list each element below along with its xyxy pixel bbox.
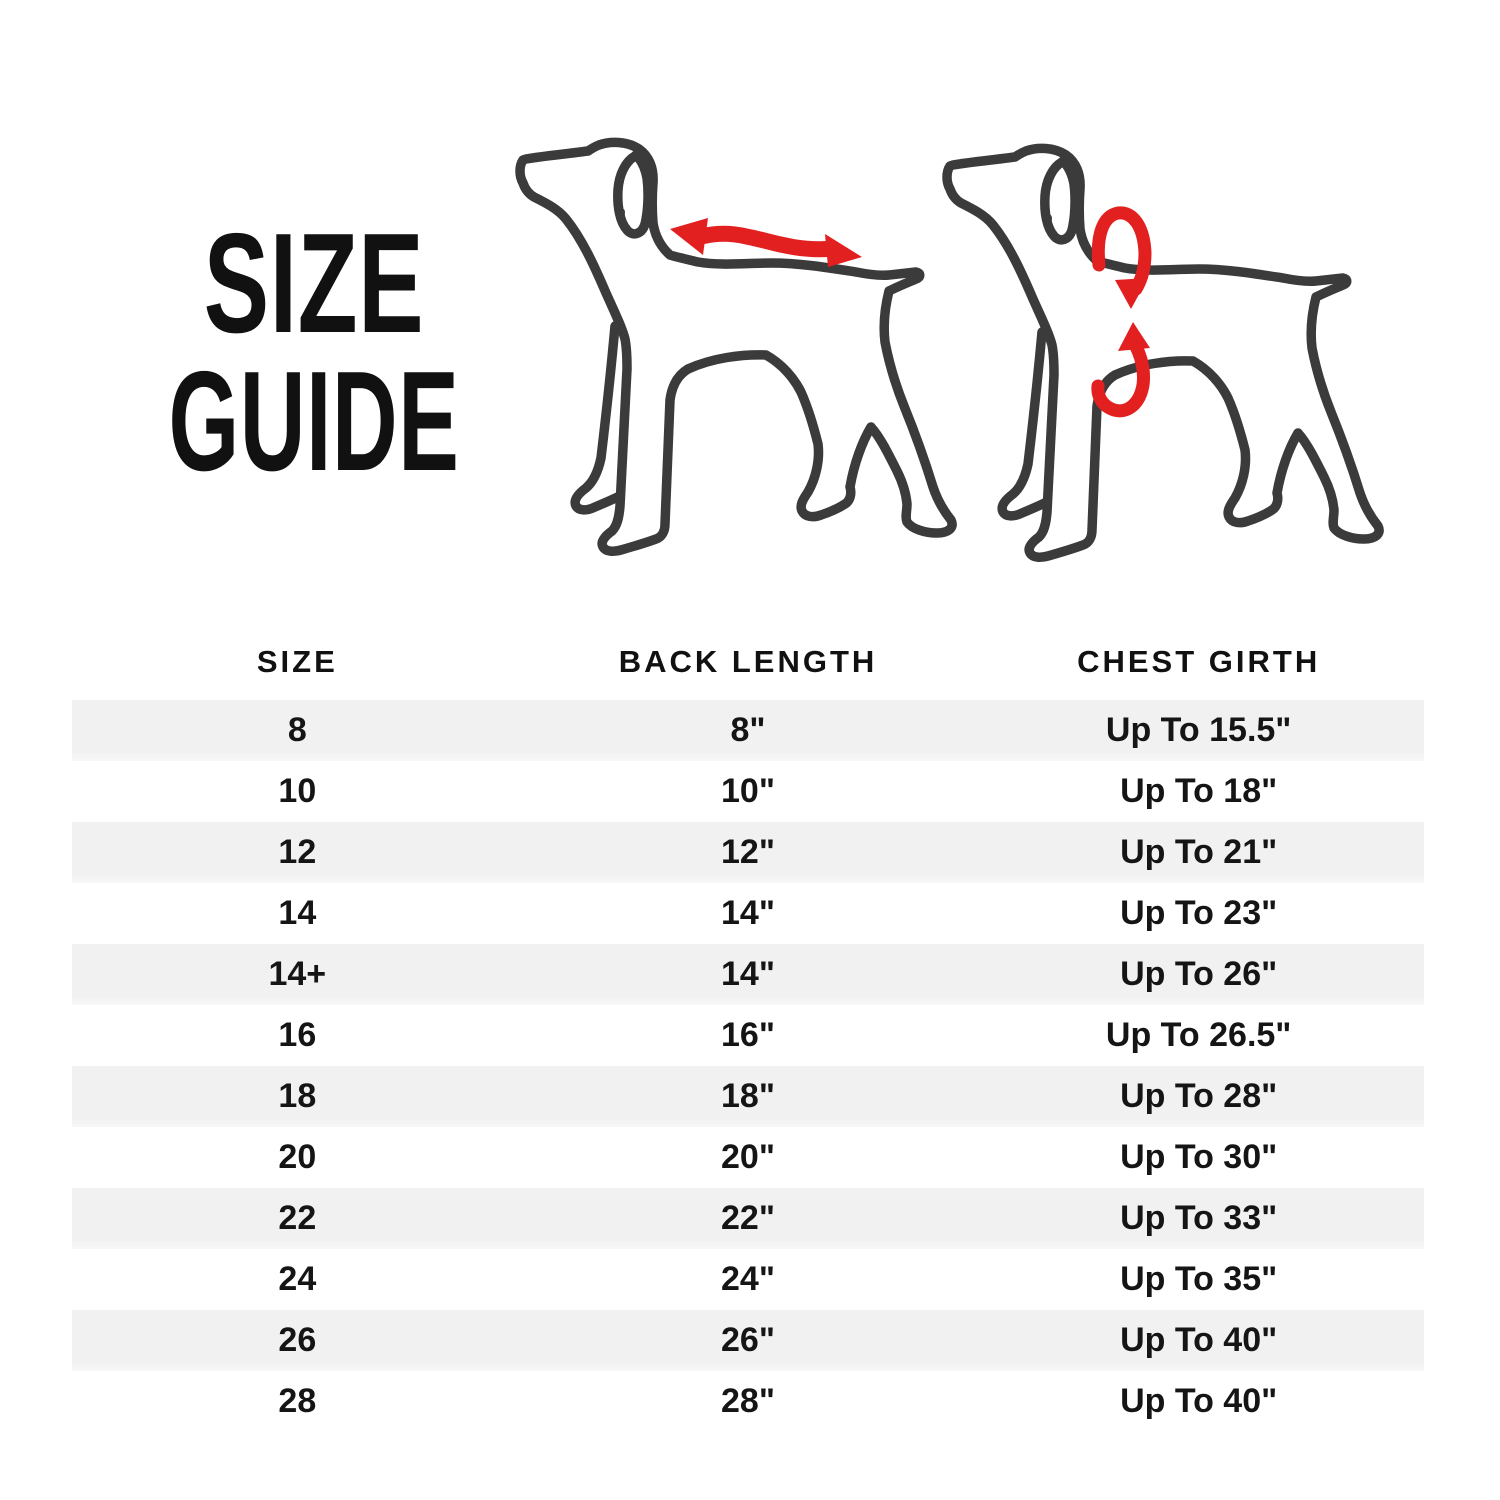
header-size: SIZE [256, 644, 338, 679]
back-length-cell: 28" [721, 1382, 775, 1420]
size-cell: 22 [278, 1199, 317, 1237]
size-table-header [72, 628, 1424, 700]
header-back-length: BACK LENGTH [618, 644, 878, 679]
chest-girth-cell: Up To 35" [1120, 1260, 1278, 1298]
table-row [72, 1310, 1424, 1371]
chest-girth-cell: Up To 18" [1120, 772, 1278, 810]
table-row [72, 1005, 1424, 1066]
size-cell: 26 [278, 1321, 317, 1359]
table-row [72, 1371, 1424, 1432]
back-length-cell: 14" [721, 955, 775, 993]
size-cell: 28 [278, 1382, 317, 1420]
table-row [72, 822, 1424, 883]
header-chest-girth: CHEST GIRTH [1077, 644, 1321, 679]
size-cell: 16 [278, 1016, 317, 1054]
page-title-line1: SIZE [203, 204, 425, 363]
size-cell: 12 [278, 833, 317, 871]
back-length-cell: 8" [730, 711, 766, 749]
chest-girth-cell: Up To 28" [1120, 1077, 1278, 1115]
table-row [72, 883, 1424, 944]
chest-girth-cell: Up To 26" [1120, 955, 1278, 993]
back-length-cell: 24" [721, 1260, 775, 1298]
size-cell: 10 [278, 772, 317, 810]
size-table-body [72, 700, 1424, 1432]
chest-girth-cell: Up To 23" [1120, 894, 1278, 932]
chest-girth-cell: Up To 15.5" [1105, 711, 1292, 749]
table-row [72, 1249, 1424, 1310]
chest-girth-cell: Up To 21" [1120, 833, 1278, 871]
size-cell: 8 [287, 711, 307, 749]
back-length-cell: 16" [721, 1016, 775, 1054]
chest-girth-cell: Up To 40" [1120, 1382, 1278, 1420]
size-cell: 24 [278, 1260, 317, 1298]
chest-girth-cell: Up To 33" [1120, 1199, 1278, 1237]
dog-back-length-figure [520, 142, 952, 551]
chest-girth-cell: Up To 26.5" [1105, 1016, 1292, 1054]
back-length-cell: 12" [721, 833, 775, 871]
size-cell: 20 [278, 1138, 317, 1176]
size-cell: 14 [278, 894, 317, 932]
back-length-cell: 18" [721, 1077, 775, 1115]
table-row [72, 1188, 1424, 1249]
size-cell: 18 [278, 1077, 317, 1115]
back-length-cell: 14" [721, 894, 775, 932]
back-length-cell: 20" [721, 1138, 775, 1176]
back-length-cell: 22" [721, 1199, 775, 1237]
page-title-line2: GUIDE [168, 342, 460, 501]
dog-chest-girth-figure [947, 148, 1379, 557]
size-table [72, 628, 1424, 1432]
dog-measurement-illustration [470, 115, 1430, 585]
back-length-cell: 10" [721, 772, 775, 810]
table-row [72, 761, 1424, 822]
chest-girth-cell: Up To 40" [1120, 1321, 1278, 1359]
size-cell: 14+ [268, 955, 327, 993]
table-row [72, 944, 1424, 1005]
table-row [72, 1066, 1424, 1127]
chest-girth-cell: Up To 30" [1120, 1138, 1278, 1176]
table-row [72, 700, 1424, 761]
back-length-cell: 26" [721, 1321, 775, 1359]
table-row [72, 1127, 1424, 1188]
